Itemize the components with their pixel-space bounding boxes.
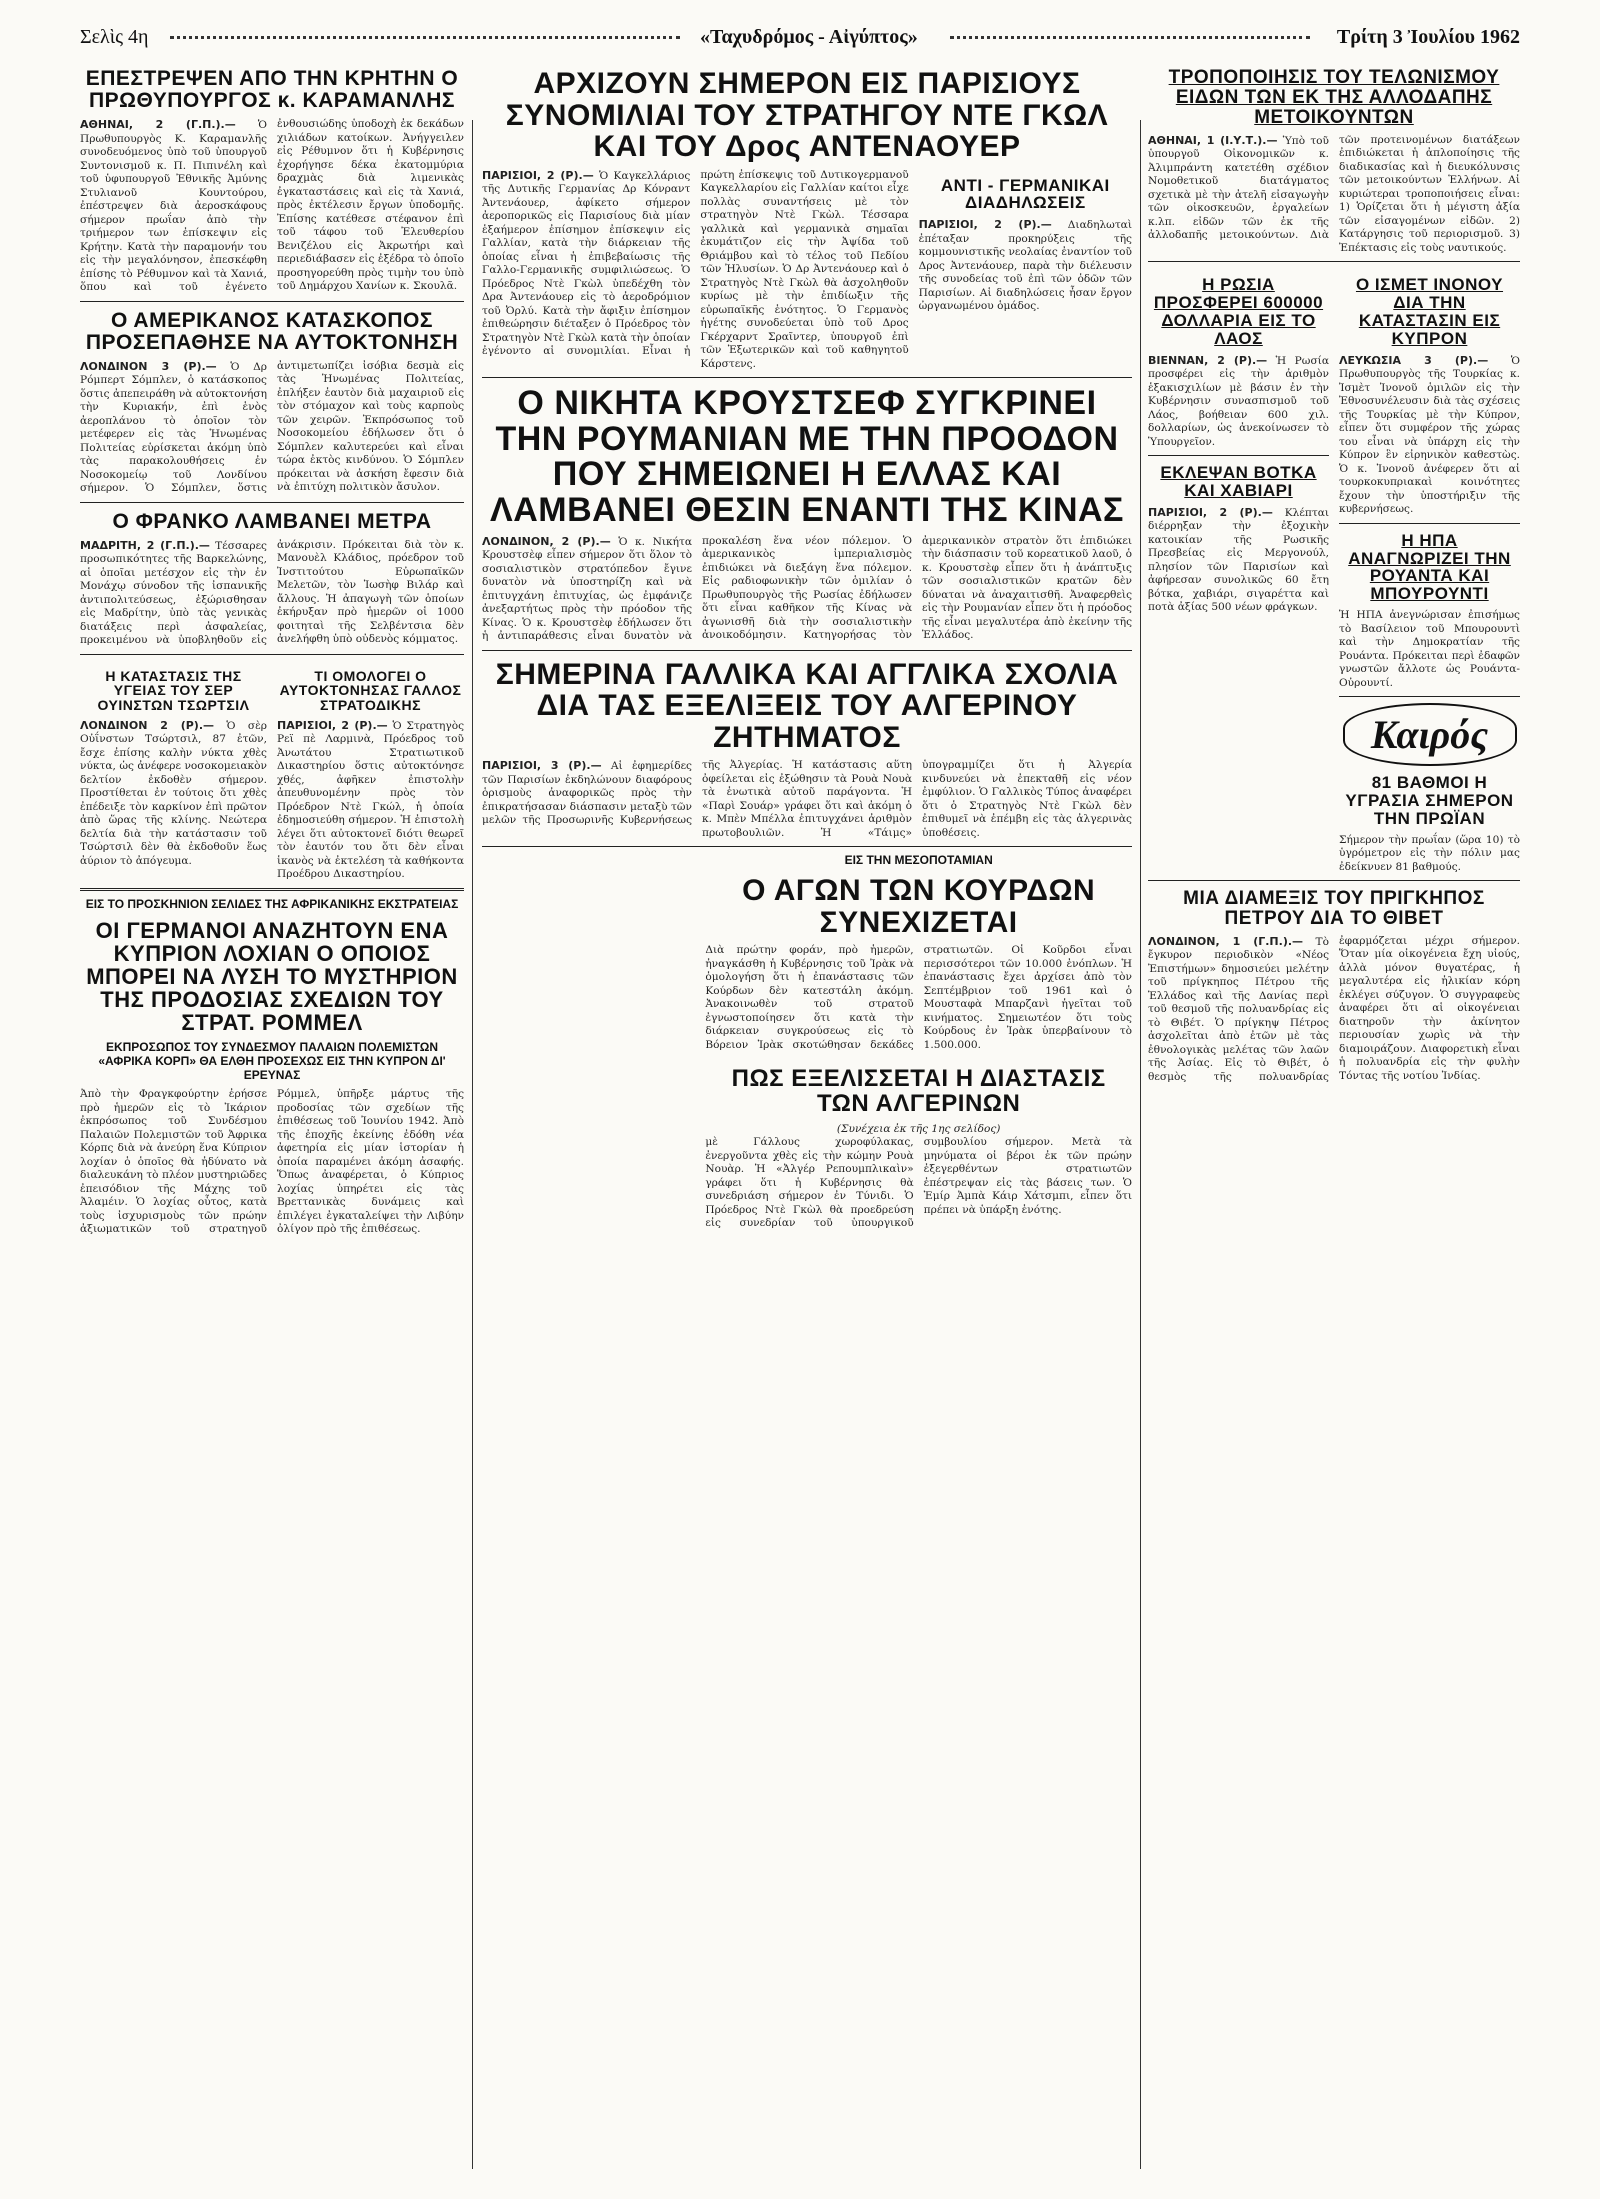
dateline: ΛΟΝΔΙΝΟΝ 3 (Ρ).— xyxy=(80,359,217,373)
body-text: Ὁ Δρ Ρόμπερτ Σόμπλεν, ὁ κατάσκοπος ὅστις ἀπεπειράθη νὰ αὐτοκτονήση τὴν Κυριακήν, ἐπὶ ἑνὸς ἀεροπλάνου τὸ ὁποῖον τὸν μετέφερεν εἰς τὰς Ἡνωμένας Πολιτείας εὑρίσκεται ἀκόμη ὑπὸ τὰς παρακολουθήσεις ἐν Νοσοκομείῳ τοῦ Λονδίνου σήμερον. Ὁ Σόμπλεν, ὅστις ἀντιμετωπίζει ἰσόβια δεσμὰ εἰς τὰς Ἡνωμένας Πολιτείας, ἐπλήξεν ἑαυτὸν διὰ μαχαιριοῦ εἰς τὸν στόμαχον καὶ τοὺς καρποὺς τῶν χειρῶν. Ἐκπρόσωπος τοῦ Νοσοκομείου ἐδήλωσεν ὅτι ὁ Σόμπλεν καλυτερεύει καὶ εἶναι τώρα ἐκτὸς κινδύνου. Ὁ Σόμπλεν πρόκειται νὰ ἀσκήση ἔφεσιν διὰ νὰ ἐπιτύχη πολιτικὸν ἄσυλον. xyxy=(80,359,464,495)
body-text: Ὁ Πρωθυπουργὸς Κ. Καραμανλῆς συνοδευόμενος ὑπὸ τοῦ ὑπουργοῦ Συντονισμοῦ κ. Π. Πιπινέλη καὶ τοῦ ὑφυπουργοῦ Ἐθνικῆς Ἀμύνης Στυλιανοῦ Κουντούρου, ἐπέστρεψεν διὰ ἀεροσκάφους σήμερον πρωΐαν ἀπὸ τὴν τριήμερον των ἐπίσκεψιν εἰς Κρήτην. Κατὰ τὴν παραμονήν του εἰς τὴν μεγαλόνησον, ἐπεσκέφθη ἐπίσης τὸ Ρέθυμνον καὶ τὰ Χανιά, ὅπου καὶ τοῦ ἐγένετο ἐνθουσιώδης ὑποδοχὴ ἐκ δεκάδων χιλιάδων κατοίκων. Ἀνήγγειλεν εἰς Ρέθυμνον ὅτι ἡ Κυβέρνησις ἐχορήγησε δέκα ἑκατομμύρια δραχμὰς διὰ λιμενικὰς ἐγκαταστάσεις καὶ εἰς τὰ Χανιά, πρὸς ἐκτέλεσιν ἔργων ὑποδομῆς. Ἐπίσης κατέθεσε στέφανον ἐπὶ τοῦ τάφου τοῦ Ἐλευθερίου Βενιζέλου εἰς Ἀκρωτήρι καὶ περιεδιάβασεν εἰς ἐξέδρα τὸ ὁποῖο προσηγορεύθη πρὸς τιμὴν του ὑπὸ τοῦ Δημάρχου Χανίων κ. Σκουλᾶ. xyxy=(80,118,464,294)
body-text: Σήμερον τὴν πρωΐαν (ὥρα 10) τὸ ὑγρόμετρον εἰς τὴν πόλιν μας ἐδείκνυεν 81 βαθμούς. xyxy=(1339,833,1520,873)
center-column xyxy=(482,60,1132,2179)
article-body xyxy=(1339,834,1520,875)
left-column xyxy=(80,60,464,2179)
weather-logo: Καιρός xyxy=(1343,703,1517,766)
divider xyxy=(482,377,1132,378)
page-number: Σελὶς 4η xyxy=(80,26,149,48)
headline: ΕΠΕΣΤΡΕΨΕΝ ΑΠΟ ΤΗΝ ΚΡΗΤΗΝ Ο ΠΡΩΘΥΠΟΥΡΓΟΣ κ. ΚΑΡΑΜΑΝΛΗΣ xyxy=(85,67,459,113)
dateline: ΠΑΡΙΣΙΟΙ, 2 (Ρ).— xyxy=(277,718,388,732)
article-body xyxy=(1148,506,1329,615)
body-text: Τέσσαρες προσωπικότητες τῆς Βαρκελώνης, αἱ ὁποῖαι μετέσχον εἰς τὴν ἐν Μονάχῳ σύνοδον τῆς ἰσπανικῆς ἀντιπολιτεύσεως, ἐξώρισθησαν εἰς Μαδρίτην, ὑπὸ τὰς γενικὰς διατάξεις περὶ ἀσφαλείας, προκειμένου νὰ ὑποβληθοῦν εἰς ἀνάκρισιν. Πρόκειται διὰ τὸν κ. Μανουὲλ Κλάδιος, πρόεδρον τοῦ Ἰνστιτούτου Εὐρωπαϊκῶν Μελετῶν, τὸν Ἰωσὴφ Βιλάρ καὶ ἄλλους. Ἡ ἀπαγωγὴ τῶν ὁποίων ἐκήρυξαν πρὸ ἡμερῶν οἱ 1000 φοιτηταὶ τῆς Σελβέντσια δὲν ἀνελήφθη ὑπὸ οὐδενὸς κόμματος. xyxy=(80,538,464,647)
article-health xyxy=(80,661,267,882)
headline: ΟΙ ΓΕΡΜΑΝΟΙ ΑΝΑΖΗΤΟΥΝ ΕΝΑ ΚΥΠΡΙΟΝ ΛΟΧΙΑΝ Ο ΟΠΟΙΟΣ ΜΠΟΡΕΙ ΝΑ ΛΥΣΗ ΤΟ ΜΥΣΤΗΡΙΟΝ ΤΗΣ ΠΡΟΔΟΣΙΑΣ ΣΧΕΔΙΩΝ ΤΟΥ ΣΤΡΑΤ. ΡΟΜΜΕΛ xyxy=(86,917,458,1036)
headline: Η ΚΑΤΑΣΤΑΣΙΣ ΤΗΣ ΥΓΕΙΑΣ ΤΟΥ ΣΕΡ ΟΥΙΝΣΤΩΝ ΤΣΩΡΤΣΙΛ xyxy=(97,667,250,714)
article-body xyxy=(80,118,464,295)
article-body xyxy=(482,759,1132,840)
article-customs xyxy=(1148,68,1520,255)
article-cyprus xyxy=(1339,276,1520,516)
article-spy xyxy=(80,310,464,496)
headline: ΤΙ ΟΜΟΛΟΓΕΙ Ο ΑΥΤΟΚΤΟΝΗΣΑΣ ΓΑΛΛΟΣ ΣΤΡΑΤΟΔΙΚΗΣ xyxy=(279,667,462,714)
kicker: ΕΙΣ ΤΟ ΠΡΟΣΚΗΝΙΟΝ ΣΕΛΙΔΕΣ ΤΗΣ ΑΦΡΙΚΑΝΙΚΗΣ ΕΚΣΤΡΑΤΕΙΑΣ xyxy=(85,896,459,911)
headline: Ο ΦΡΑΝΚΟ ΛΑΜΒΑΝΕΙ ΜΕΤΡΑ xyxy=(112,509,432,533)
masthead-rule-left xyxy=(170,36,680,39)
issue-date: Τρίτη 3 Ἰουλίου 1962 xyxy=(1336,26,1520,48)
subhead: ΕΚΠΡΟΣΩΠΟΣ ΤΟΥ ΣΥΝΔΕΣΜΟΥ ΠΑΛΑΙΩΝ ΠΟΛΕΜΙΣΤΩΝ «ΑΦΡΙΚΑ ΚΟΡΠ» ΘΑ ΕΛΘΗ ΠΡΟΣΕΧΩΣ ΕΙΣ ΤΗΝ ΚΥΠΡΟΝ ΔΙ' ΕΡΕΥΝΑΣ xyxy=(98,1040,446,1083)
divider xyxy=(1148,880,1520,881)
article-body xyxy=(1339,609,1520,690)
body-text: Ὁ Πρωθυπουργὸς τῆς Τουρκίας κ. Ἰσμὲτ Ἰνονοῦ ὁμιλῶν εἰς τὴν Ἐθνοσυνέλευσιν διὰ τὰς σχέσεις τῆς Τουρκίας μὲ τὴν Κύπρον, εἶπεν ὅτι συμφέρον τῆς χώρας του εἶναι νὰ ὑπάρχη εἰς τὴν Κύπρον ἓν εἰρηνικὸν καθεστὼς. Ὁ κ. Ἰνονοῦ ἀνέφερεν ὅτι αἱ τουρκοκυπριακαὶ κοινότητες ἔχουν τὴν ὑποστήριξιν τῆς κυβερνήσεως. xyxy=(1339,354,1520,516)
right-subcol-left xyxy=(1148,268,1329,874)
article-body xyxy=(705,1136,1132,1231)
headline: ΜΙΑ ΔΙΑΜΕΞΙΣ ΤΟΥ ΠΡΙΓΚΗΠΟΣ ΠΕΤΡΟΥ ΔΙΑ ΤΟ ΘΙΒΕΤ xyxy=(1183,888,1485,930)
article-body xyxy=(80,719,267,869)
kicker: ΕΙΣ ΤΗΝ ΜΕΣΟΠΟΤΑΜΙΑΝ xyxy=(844,853,993,868)
dateline: ΒΙΕΝΝΑΝ, 2 (Ρ).— xyxy=(1148,353,1268,367)
dateline: ΜΑΔΡΙΤΗ, 2 (Γ.Π.).— xyxy=(80,538,210,552)
body-text: Ὑπὸ τοῦ ὑπουργοῦ Οἰκονομικῶν κ. Ἀλιμπράντη κατετέθη σχέδιον Νομοθετικοῦ διατάγματος σχετικὰ μὲ τὴν ἀτελῆ εἰσαγωγὴν τῶν οἰκοσκευῶν, ἐργαλείων κ.λπ. εἰδῶν τῶν ἐκ τῆς ἀλλοδαπῆς μετοικούντων. Διὰ τῶν προτεινομένων διατάξεων ἐπιδιώκεται ἡ ἀπλοποίησις τῆς διαδικασίας καὶ ἡ διευκόλυνσις τῶν μετοικούντων Ἑλλήνων. Αἱ κυριώτεραι τροποποιήσεις εἶναι: 1) Ὁρίζεται ὅτι ἡ μέγιστη ἀξία τῶν εἰσαγομένων εἰδῶν. 2) Κατάργησις τοῦ περιορισμοῦ. 3) Ἐπέκτασις εἰς τοὺς ναυτικούς. xyxy=(1148,133,1520,254)
divider xyxy=(80,654,464,655)
body-text: Αἱ ἐφημερίδες τῶν Παρισίων ἐκδηλώνουν διαφόρους ὁρισμοὺς ἀναφορικῶς πρὸς τὴν ἐπικρατήσασαν διάσπασιν μεταξὺ τῶν μελῶν τῆς Προσωρινῆς Κυβερνήσεως τῆς Ἀλγερίας. Ἡ κατάστασις αὕτη ὀφείλεται εἰς ἐξώθησιν τὰ Ρουὰ Νουὰ τὰ ἑνωτικὰ αὐτοῦ παράγοντα. Ἡ «Παρὶ Σουάρ» γράφει ὅτι καὶ ἀκόμη ὁ κ. Μπὲν Μπέλλα ἐπιτυγχάνει ἀριθμὸν πρωτοβουλιῶν. Ἡ «Τάιμς» ὑπογραμμίζει ὅτι ἡ Ἀλγερία κινδυνεύει νὰ ἐπεκταθῆ εἰς νέον ἐμφύλιον. Ὁ Γαλλικὸς Τύπος ἀναφέρει ὅτι ὁ Στρατηγὸς Ντὲ Γκὼλ δὲν ἐπιθυμεῖ νὰ ἐπέμβη εἰς τὰς ἀλγερινὰς ὑποθέσεις. xyxy=(482,759,1132,839)
body-text: Διαδηλωταὶ ἐπέταξαν προκηρύξεις τῆς κομμουνιστικῆς νεολαίας ἐναντίον τοῦ Δρος Ἀντενάουερ, παρὰ τὴν διέλευσιν τῆς συνοδείας τοῦ ἐπὶ τῶν ὁδῶν τῶν Παρισίων. Αἱ διαδηλώσεις ἦσαν ἔργον ὠργανωμένου ὁμάδος. xyxy=(918,219,1132,313)
dateline: ΛΕΥΚΩΣΙΑ 3 (Ρ).— xyxy=(1339,353,1489,367)
article-body xyxy=(1148,134,1520,256)
body-text: Ἡ Ρωσία προσφέρει εἰς τὴν ἀριθμὸν ἑξακισχιλίων μὲ βάσιν ἐν τὴν Κυβέρνησιν συνασπισμοῦ τοῦ Λάος, βοήθειαν 600 χιλ. δολλαρίων, ὡς ἀνεκοίνωσεν τὸ Ὑπουργεῖον. xyxy=(1148,354,1329,448)
headline: Η ΡΩΣΙΑ ΠΡΟΣΦΕΡΕΙ 600000 ΔΟΛΛΑΡΙΑ ΕΙΣ ΤΟ ΛΑΟΣ xyxy=(1153,275,1324,348)
continued-note: (Συνέχεια ἐκ τῆς 1ης σελίδος) xyxy=(836,1122,1001,1135)
body-text: Ὁ κ. Νικήτα Κρουστσὲφ εἶπεν σήμερον ὅτι ὅλον τὸ σοσιαλιστικὸν στρατόπεδον ἔγινε δυνατὸν νὰ ὑποστηρίζη καὶ νὰ ἐπιτυγχάνη ἐπιτυχίας, ὡς ἐμφάνιζε ἀνεξαρτήτως πρὸς τὴν πρόοδον τῆς Κίνας. Ὁ κ. Κρουστσὲφ ἐδήλωσεν ὅτι ἡ ἀντιπαράθεσις εἶναι δυνατὸν νὰ προκαλέση ἕνα νέον πόλεμον. Ὁ ἀμερικανικὸς ἰμπεριαλισμὸς ἐπιδιώκει νὰ διεξάγη ἕνα πόλεμον. Εἰς ραδιοφωνικὴν τῶν ὁμιλίαν ὁ Πρωθυπουργὸς τῆς Ρωσίας ἐδήλωσεν ὅτι εἶναι καθῆκον τῆς Κίνας νὰ ἀγωνισθῆ διὰ τὴν σοσιαλιστικὴν ἀνοικοδόμησιν. Κατηγορήσας τὸν ἀμερικανικὸν στρατὸν ὅτι ἐπιδιώκει τὴν διάσπασιν τοῦ κορεατικοῦ λαοῦ, ὁ κ. Κρουστσὲφ εἶπεν ὅτι ἡ ἀνάπτυξις τῶν σοσιαλιστικῶν κρατῶν δὲν δύναται νὰ ἀναχαιτισθῆ. Ἀναφερθεὶς εἰς τὴν Ρουμανίαν εἶπεν ὅτι ἡ πρόοδος τῆς εἶναι μεγαλυτέρα ἀπὸ ἐκείνην τῆς Ἑλλάδος. xyxy=(482,534,1132,643)
article-russia xyxy=(1148,276,1329,449)
body-text: Ὁ σὲρ Οὐΐνστων Τσώρτσιλ, 87 ἐτῶν, ἔσχε ἐπίσης καλὴν νύκτα χθὲς νύκτα, ὡς ἀνέφερε νοσοκομειακὸν δελτίον ἐκδοθὲν σήμερον. Προστίθεται ἐν τούτοις ὅτι χθὲς ἐπέδειξε τὸν καρκίνον ἐπὶ πρῶτον ἀπὸ ὥρας τῆς κλίνης. Νεώτερα δελτία διὰ τὴν κατάστασιν τοῦ Τσώρτσιλ δὲν θὰ ἐκδοθοῦν ἕως ἀύριον τὸ ἀπόγευμα. xyxy=(80,719,267,867)
article-africa xyxy=(80,897,464,1237)
divider xyxy=(1339,523,1520,524)
article-body xyxy=(277,719,464,882)
article-algeria-comment xyxy=(482,659,1132,841)
column-rule xyxy=(472,120,473,2169)
lower-center-row xyxy=(482,853,1132,1230)
article-body xyxy=(1148,935,1520,1085)
article-crete xyxy=(80,68,464,295)
article-body xyxy=(705,944,1132,1052)
article-weather xyxy=(1339,703,1520,874)
divider xyxy=(1339,696,1520,697)
headline: Η ΗΠΑ ΑΝΑΓΝΩΡΙΖΕΙ ΤΗΝ ΡΟΥΑΝΤΑ ΚΑΙ ΜΠΟΥΡΟΥΝΤΙ xyxy=(1348,530,1511,604)
article-khrushchev xyxy=(482,386,1132,644)
article-body xyxy=(482,535,1132,644)
article-body xyxy=(80,539,464,648)
body-text: Ἡ ΗΠΑ ἀνεγνώρισαν ἐπισήμως τὸ Βασίλειον τοῦ Μπουρουντὶ καὶ τὴν Δημοκρατίαν τῆς Ρουάντα. Πρόκειται περὶ ἐδαφῶν γνωστῶν ἄλλοτε ὡς Ρουάντα-Οὐρουντί. xyxy=(1339,609,1520,689)
headline: ΕΚΛΕΨΑΝ ΒΟΤΚΑ ΚΑΙ ΧΑΒΙΑΡΙ xyxy=(1160,463,1317,501)
article-body xyxy=(1148,354,1329,450)
row-health-general xyxy=(80,661,464,882)
dateline: ΠΑΡΙΣΙΟΙ, 3 (Ρ).— xyxy=(482,759,602,773)
headline: 81 ΒΑΘΜΟΙ Η ΥΓΡΑΣΙΑ ΣΗΜΕΡΟΝ ΤΗΝ ΠΡΩΪΑΝ xyxy=(1345,773,1514,828)
divider xyxy=(80,888,464,891)
headline: ΣΗΜΕΡΙΝΑ ΓΑΛΛΙΚΑ ΚΑΙ ΑΓΓΛΙΚΑ ΣΧΟΛΙΑ ΔΙΑ ΤΑΣ ΕΞΕΛΙΞΕΙΣ ΤΟΥ ΑΛΓΕΡΙΝΟΥ ΖΗΤΗΜΑΤΟΣ xyxy=(495,657,1119,754)
article-general xyxy=(277,661,464,882)
article-body xyxy=(1339,354,1520,517)
divider xyxy=(482,650,1132,651)
dateline: ΠΑΡΙΣΙΟΙ, 2 (Ρ).— xyxy=(482,168,594,182)
article-tibet xyxy=(1148,889,1520,1084)
headline: Ο ΑΓΩΝ ΤΩΝ ΚΟΥΡΔΩΝ ΣΥΝΕΧΙΖΕΤΑΙ xyxy=(742,874,1096,939)
headline: ΤΡΟΠΟΠΟΙΗΣΙΣ ΤΟΥ ΤΕΛΩΝΙΣΜΟΥ ΕΙΔΩΝ ΤΩΝ ΕΚ ΤΗΣ ΑΛΛΟΔΑΠΗΣ ΜΕΤΟΙΚΟΥΝΤΩΝ xyxy=(1168,67,1500,128)
article-nato xyxy=(1339,532,1520,690)
right-row xyxy=(1148,268,1520,874)
dateline: ΠΑΡΙΣΙΟΙ, 2 (Ρ).— xyxy=(1148,505,1273,519)
body-text: Διὰ πρώτην φοράν, πρὸ ἡμερῶν, ἠναγκάσθη ἡ Κυβέρνησις τοῦ Ἰρὰκ νὰ ὁμολογήση ὅτι ἡ ἐπανάστασις τῶν Κούρδων δὲν κατεστάλη ἀκόμη. Ἀνακοινωθὲν τοῦ στρατοῦ ἐγνωστοποίησεν ὅτι κατὰ τὴν διάρκειαν συγκρούσεως εἰς τὸ Βόρειον Ἰρὰκ σκοτώθησαν δεκάδες στρατιωτῶν. Οἱ Κοῦρδοι εἶναι περισσότεροι τῶν 10.000 ἐνόπλων. Ἡ ἐπανάστασις ἔχει ἀρχίσει ἀπὸ τὸν Σεπτέμβριον τοῦ 1961 καὶ ὁ Μουσταφὰ Μπαρζανὶ ἡγεῖται τοῦ κινήματος. Σημειωτέον ὅτι τοὺς Κούρδους ἐν Ἰρὰκ ὑπερβαίνουν τὸ 1.500.000. xyxy=(705,944,1132,1051)
body-text: Τὸ ἔγκυρον περιοδικὸν «Νέος Ἐπιστήμων» δημοσιεύει μελέτην τοῦ πρίγκηπος Πέτρου τῆς Ἑλλάδος καὶ τῆς Δανίας περὶ τοῦ θεσμοῦ τῆς πολυανδρίας εἰς τὸ Θιβέτ. Ὁ πρίγκηψ Πέτρος ἀσχολεῖται ἀπὸ ἐτῶν μὲ τὰς ἐθνολογικὰς μελέτας τῶν λαῶν τῆς Ἀσίας. Εἰς τὸ Θιβέτ, ὁ θεσμὸς τῆς πολυανδρίας ἐφαρμόζεται μέχρι σήμερον. Ὅταν μία οἰκογένεια ἔχη υἱούς, ἀλλὰ μόνον θυγατέρας, ἡ μεγαλυτέρα εἰς ἡλικίαν κόρη ἐκλέγει σύζυγον. Ὁ συγγραφεὺς ἀναφέρει ὅτι αἱ οἰκογένειαι διατηροῦν τὴν ἀκίνητον περιουσίαν χωρὶς νὰ τὴν διαμοιράζουν. Διαφορετικὴ εἶναι ἡ πολυανδρία εἰς τὴν φυλὴν Τόντας τῆς νοτίου Ἰνδίας. xyxy=(1148,934,1520,1083)
divider xyxy=(482,846,1132,847)
body-text: Ὁ Στρατηγὸς Ρεϊ πὲ Λαρμινὰ, Πρόεδρος τοῦ Ἀνωτάτου Στρατιωτικοῦ Δικαστηρίου ὅστις αὐτοκτόνησε χθές, ἀφῆκεν ἐπιστολὴν ἀπευθυνομένην πρὸς τὸν Πρόεδρον Ντὲ Γκώλ, ἡ ὁποία ἐδημοσιεύθη σήμερον. Ἡ ἐπιστολὴ λέγει ὅτι αὐτοκτονεῖ διότι θεωρεῖ τὸν ἑαυτόν του ὅτι δὲν εἶναι ἱκανὸς νὰ ἐκτελέση τὰ καθήκοντα Προέδρου Δικαστηρίου. xyxy=(277,719,464,881)
dateline: ΛΟΝΔΙΝΟΝ, 1 (Γ.Π.).— xyxy=(1148,934,1304,948)
body-text: Ὁ Καγκελλάριος τῆς Δυτικῆς Γερμανίας Δρ Κόνραντ Ἀντενάουερ, ἀφίκετο σήμερον ἀεροπορικῶς εἰς Παρισίους διὰ μίαν ἑξαήμερον ἐπίσημον ἐπίσκεψιν εἰς Γαλλίαν, κατὰ τὴν διάρκειαν τῆς ὁποίας εἶναι ἡ ἐπιβεβαίωσις τῆς Γαλλο-Γερμανικῆς συμφιλιώσεως. Ὁ Πρόεδρος Ντὲ Γκὼλ ὑπεδέχθη τὸν Δρα Ἀντενάουερ εἰς τὸ ἀεροδρόμιον τοῦ Ὀρλύ. Κατὰ τὴν ἄφιξιν ἐπίσημον ἐπιθεώρησιν διέταξεν ὁ Πρόεδρος τὸν Στρατηγὸν Ντὲ Γκὼλ κατὰ τὴν ὁποίαν ἐγένοντο αἱ συνομιλίαι. Εἶναι ἡ πρώτη ἐπίσκεψις τοῦ Δυτικογερμανοῦ Καγκελλαρίου εἰς Γαλλίαν καίτοι εἶχε πολλὰς συναντήσεις μὲ τὸν στρατηγὸν Ντὲ Γκὼλ. Τέσσαρα γαλλικὰ καὶ γερμανικὰ σημαῖαι ἐκυμάτιζον εἰς τὴν Ἀψίδα τοῦ Θριάμβου καὶ τὸ τέλος τοῦ Πεδίου τῶν Ἠλυσίων. Ὁ Δρ Ἀντενάουερ καὶ ὁ Στρατηγὸς Ντὲ Γκὼλ θὰ ἀσχοληθοῦν κυρίως μὲ τὴν ἐπιδίωξιν τῆς εὐρωπαϊκῆς ἑνότητος. Ὁ Γερμανὸς ἡγέτης συνοδεύεται ὑπὸ τοῦ Δρος Γκέρχαρντ Σραῖντερ, ὑπουργοῦ ἐπὶ τῶν Ἐξωτερικῶν καὶ τοῦ καθηγητοῦ Κάρστενς. xyxy=(482,168,909,370)
dateline: ΑΘΗΝΑΙ, 1 (Ι.Υ.Τ.).— xyxy=(1148,133,1278,147)
divider xyxy=(80,301,464,302)
headline: Ο ΑΜΕΡΙΚΑΝΟΣ ΚΑΤΑΣΚΟΠΟΣ ΠΡΟΣΕΠΑΘΗΣΕ ΝΑ ΑΥΤΟΚΤΟΝΗΣΗ xyxy=(85,308,459,354)
body-text: μὲ Γάλλους χωροφύλακας, ἐνεργοῦντα χθὲς εἰς τὴν κώμην Ρουὰ Νουὰρ. Ἡ «Ἀλγέρ Ρεπουμπλικαὶν» γράφει ὅτι ἡ Κυβέρνησις θὰ συνεδριάση σήμερον ἐν Τύνιδι. Ὁ Πρόεδρος Ντὲ Γκὼλ θὰ προεδρεύση εἰς συνεδρίαν τοῦ ὑπουργικοῦ συμβουλίου σήμερον. Μετὰ τὰ μηνύματα οἱ βέροι ἐκ τῶν πρώην ἐξεγερθέντων στρατιωτῶν ἐπέστρεψαν εἰς τὰς βάσεις των. Ὁ Ἐμίρ Ἀμπὰ Κάιρ Χάτσμπι, εἶπεν ὅτι πρέπει νὰ ὑπάρξη ἑνότης. xyxy=(705,1136,1132,1230)
headline: Ο ΝΙΚΗΤΑ ΚΡΟΥΣΤΣΕΦ ΣΥΓΚΡΙΝΕΙ ΤΗΝ ΡΟΥΜΑΝΙΑΝ ΜΕ ΤΗΝ ΠΡΟΟΔΟΝ ΠΟΥ ΣΗΜΕΙΩΝΕΙ Η ΕΛΛΑΣ ΚΑΙ ΛΑΜΒΑΝΕΙ ΘΕΣΙΝ ΕΝΑΝΤΙ ΤΗΣ ΚΙΝΑΣ xyxy=(490,384,1124,530)
divider xyxy=(80,502,464,503)
dateline: ΠΑΡΙΣΙΟΙ, 2 (Ρ).— xyxy=(918,218,1052,232)
headline: Ο ΙΣΜΕΤ ΙΝΟΝΟΥ ΔΙΑ ΤΗΝ ΚΑΤΑΣΤΑΣΙΝ ΕΙΣ ΚΥΠΡΟΝ xyxy=(1355,275,1504,348)
article-caviar xyxy=(1148,464,1329,615)
article-franco xyxy=(80,511,464,648)
debre-row xyxy=(482,169,1132,372)
divider xyxy=(1148,455,1329,456)
article-kurds xyxy=(705,853,1132,1230)
masthead xyxy=(80,18,1520,58)
column-rule xyxy=(1140,120,1141,2169)
dateline: ΛΟΝΔΙΝΟΝ 2 (Ρ).— xyxy=(80,718,215,732)
divider xyxy=(1148,261,1520,262)
dateline: ΑΘΗΝΑΙ, 2 (Γ.Π.).— xyxy=(80,118,236,132)
article-antigerman xyxy=(919,169,1132,372)
headline: ΑΝΤΙ - ΓΕΡΜΑΝΙΚΑΙ ΔΙΑΔΗΛΩΣΕΙΣ xyxy=(940,175,1110,213)
right-subcol-right xyxy=(1339,268,1520,874)
masthead-rule-right xyxy=(950,36,1310,39)
article-body xyxy=(482,169,909,372)
right-column xyxy=(1148,60,1520,2179)
headline: ΑΡΧΙΖΟΥΝ ΣΗΜΕΡΟΝ ΕΙΣ ΠΑΡΙΣΙΟΥΣ ΣΥΝΟΜΙΛΙΑΙ ΤΟΥ ΣΤΡΑΤΗΓΟΥ ΝΤΕ ΓΚΩΛ ΚΑΙ ΤΟΥ Δρος ΑΝΤΕΝΑΟΥΕΡ xyxy=(505,67,1109,163)
article-body xyxy=(80,1088,464,1237)
article-debre xyxy=(482,68,1132,371)
headline-algerians: ΠΩΣ ΕΞΕΛΙΣΣΕΤΑΙ Η ΔΙΑΣΤΑΣΙΣ ΤΩΝ ΑΛΓΕΡΙΝΩΝ xyxy=(731,1065,1106,1118)
body-text: Κλέπται διέρρηξαν τὴν ἐξοχικὴν κατοικίαν τῆς Ρωσικῆς Πρεσβείας εἰς Μεργονούλ, πλησίον τῶν Παρισίων καὶ ἀφήρεσαν συνολικῶς 60 ἔτη βότκα, χαβιάρι, σιγαρέττα καὶ ποτὰ ἀξίας 500 νέων φράγκων. xyxy=(1148,506,1329,614)
body-text: Ἀπὸ τὴν Φραγκφούρτην ἐρήσσε πρὸ ἡμερῶν εἰς τὸ Ἰκάριον ἐκπρόσωπος τοῦ Συνδέσμου Παλαιῶν Πολεμιστῶν τοῦ Ἀφρικα Κόρπς διὰ νὰ ἀνεύρη ἕνα Κύπριον λοχίαν ὁ ὁποῖος θὰ ἠδύνατο νὰ διαλευκάνη τὸ πλέον μυστηριῶδες ἐπεισόδιον τῆς Μάχης τοῦ Ἀλαμέιν. Ὁ λοχίας οὗτος, κατὰ τοὺς ἰσχυρισμοὺς τῶν πρώην ἀξιωματικῶν τοῦ στρατηγοῦ Ρόμμελ, ὑπῆρξε μάρτυς τῆς προδοσίας τῶν σχεδίων τῆς ἐπιθέσεως τοῦ Ἰουνίου 1942. Ἀπὸ τῆς ἐποχῆς ἐκείνης ἐδόθη νέα ἀφετηρία εἰς μίαν ἱστορίαν ἡ ὁποία παραμένει ἀκόμη ἀσαφής. Ὅπως ἀναφέρεται, ὁ Κύπριος λοχίας ὑπηρέτει εἰς τὰς Βρεττανικὰς δυνάμεις καὶ ἐπιλέγει ἐγκαταλείψει τὴν Λιβύην ὀλίγον πρὸ τῆς ἐπιθέσεως. xyxy=(80,1088,464,1236)
article-body xyxy=(80,360,464,496)
article-algerians xyxy=(482,853,695,1230)
dateline: ΛΟΝΔΙΝΟΝ, 2 (Ρ).— xyxy=(482,534,611,548)
paper-name: «Ταχυδρόμος - Αἰγύπτος» xyxy=(700,26,918,48)
article-body xyxy=(919,218,1132,314)
